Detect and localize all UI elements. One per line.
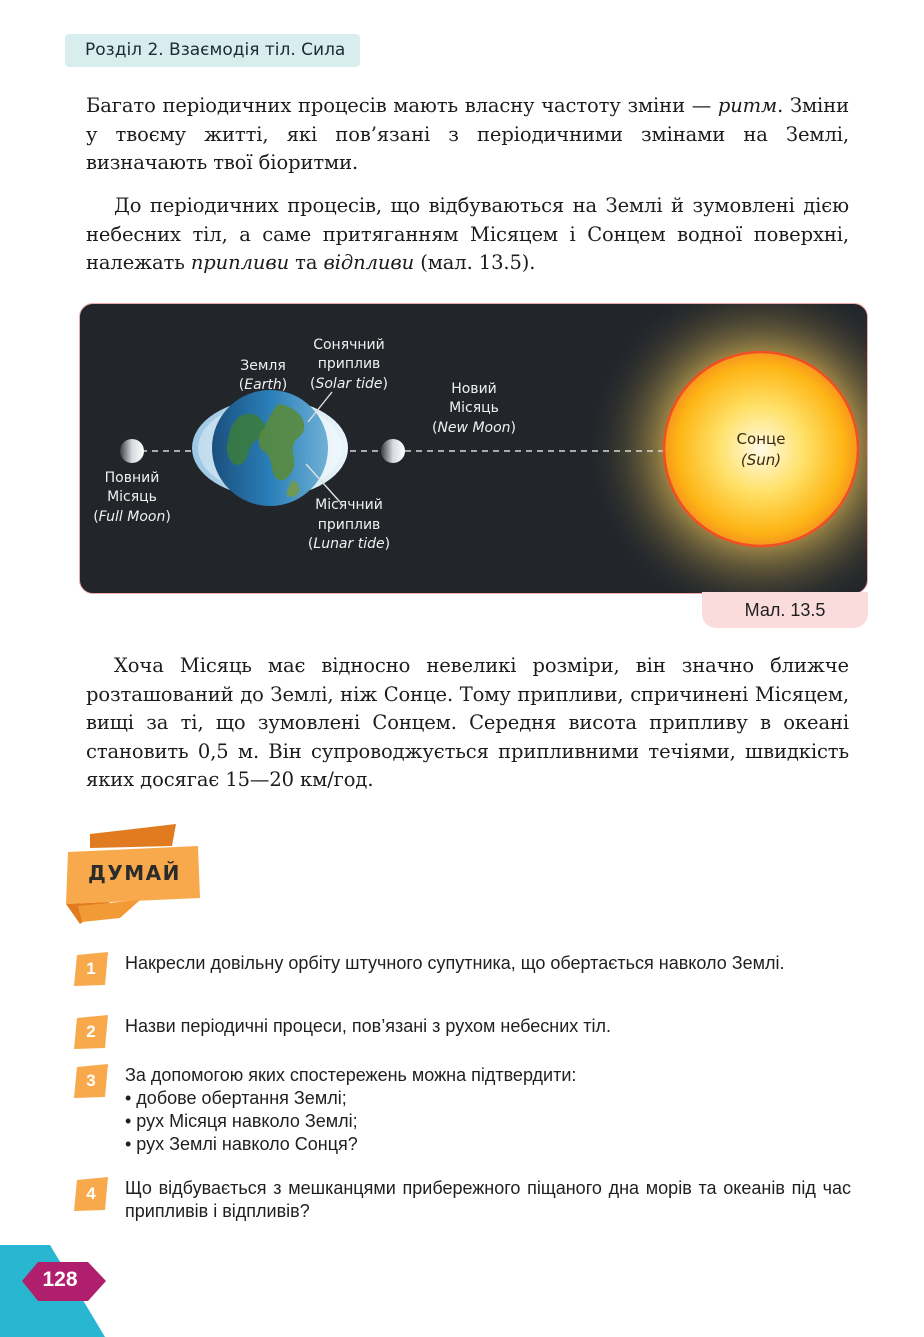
question-text: Назви періодичні процеси, пов’язані з рухом небесних тіл. bbox=[125, 1016, 612, 1036]
question-number-badge: 2 bbox=[74, 1015, 108, 1049]
lunar-tide-label-1: Місячний bbox=[315, 497, 383, 513]
question-3-prompt: За допомогою яких спостережень можна підтвердити: bbox=[125, 1065, 577, 1085]
sun-label-2: (Sun) bbox=[740, 451, 782, 469]
earth-label-1: Земля bbox=[240, 358, 286, 374]
question-text bbox=[125, 1064, 851, 1156]
question-3-bullet: • рух Місяця навколо Землі; bbox=[125, 1111, 358, 1131]
full-moon-label-1: Повний bbox=[104, 470, 160, 486]
new-moon-label-1: Новий bbox=[451, 381, 497, 397]
question-number-badge: 3 bbox=[74, 1064, 108, 1098]
new-moon-label-2: Місяць bbox=[449, 400, 499, 416]
question-3-bullet: • рух Землі навколо Сонця? bbox=[125, 1134, 358, 1154]
section-header: Розділ 2. Взаємодія тіл. Сила bbox=[65, 34, 360, 67]
page-number: 128 bbox=[42, 1268, 78, 1291]
new-moon-icon bbox=[381, 439, 405, 463]
paragraph-tides: До періодичних процесів, що відбуваються на Землі й зумовлені дією небесних тіл, а саме притяганням Місяцем і Сонцем водної поверхні, належать припливи та відпливи (мал. 13.5). bbox=[86, 194, 849, 274]
sun-label-1: Сонце bbox=[736, 430, 786, 448]
solar-tide-label-2: приплив bbox=[317, 356, 381, 372]
full-moon-icon bbox=[120, 439, 144, 463]
lunar-tide-label-3: (Lunar tide) bbox=[307, 536, 391, 552]
earth-label-2: (Earth) bbox=[238, 377, 288, 393]
question-number-badge: 4 bbox=[74, 1177, 108, 1211]
think-label: ДУМАЙ bbox=[88, 861, 181, 885]
solar-tide-label-3: (Solar tide) bbox=[310, 376, 388, 392]
full-moon-label-3: (Full Moon) bbox=[93, 509, 171, 525]
lunar-tide-label-2: приплив bbox=[317, 517, 381, 533]
question-3-bullet: • добове обертання Землі; bbox=[125, 1088, 347, 1108]
paragraph-moon-tides: Хоча Місяць має відносно невеликі розміри, він значно ближче розташований до Землі, ніж Сонце. Тому припливи, спричинені Місяцем, вищі за ті, що зумовлені Сонцем. Середня висота припливу в океані становить 0,5 м. Він супроводжується припливними течіями, швидкість яких досягає 15—20 км/год. bbox=[86, 654, 849, 791]
figure-caption: Мал. 13.5 bbox=[702, 592, 868, 628]
question-number-badge: 1 bbox=[74, 952, 108, 986]
tides-diagram bbox=[79, 303, 868, 594]
full-moon-label-2: Місяць bbox=[107, 489, 157, 505]
question-text: Що відбувається з мешканцями прибережного піщаного дна морів та океанів під час припливів і відпливів? bbox=[125, 1178, 851, 1221]
question-text: Накресли довільну орбіту штучного супутника, що обертається навколо Землі. bbox=[125, 953, 785, 973]
paragraph-rhythm: Багато періодичних процесів мають власну частоту зміни — ритм. Зміни у твоєму житті, які пов’язані з періодичними змінами на Землі, визначають твої біоритми. bbox=[86, 94, 849, 174]
solar-tide-label-1: Сонячний bbox=[313, 337, 385, 353]
new-moon-label-3: (New Moon) bbox=[431, 420, 517, 436]
